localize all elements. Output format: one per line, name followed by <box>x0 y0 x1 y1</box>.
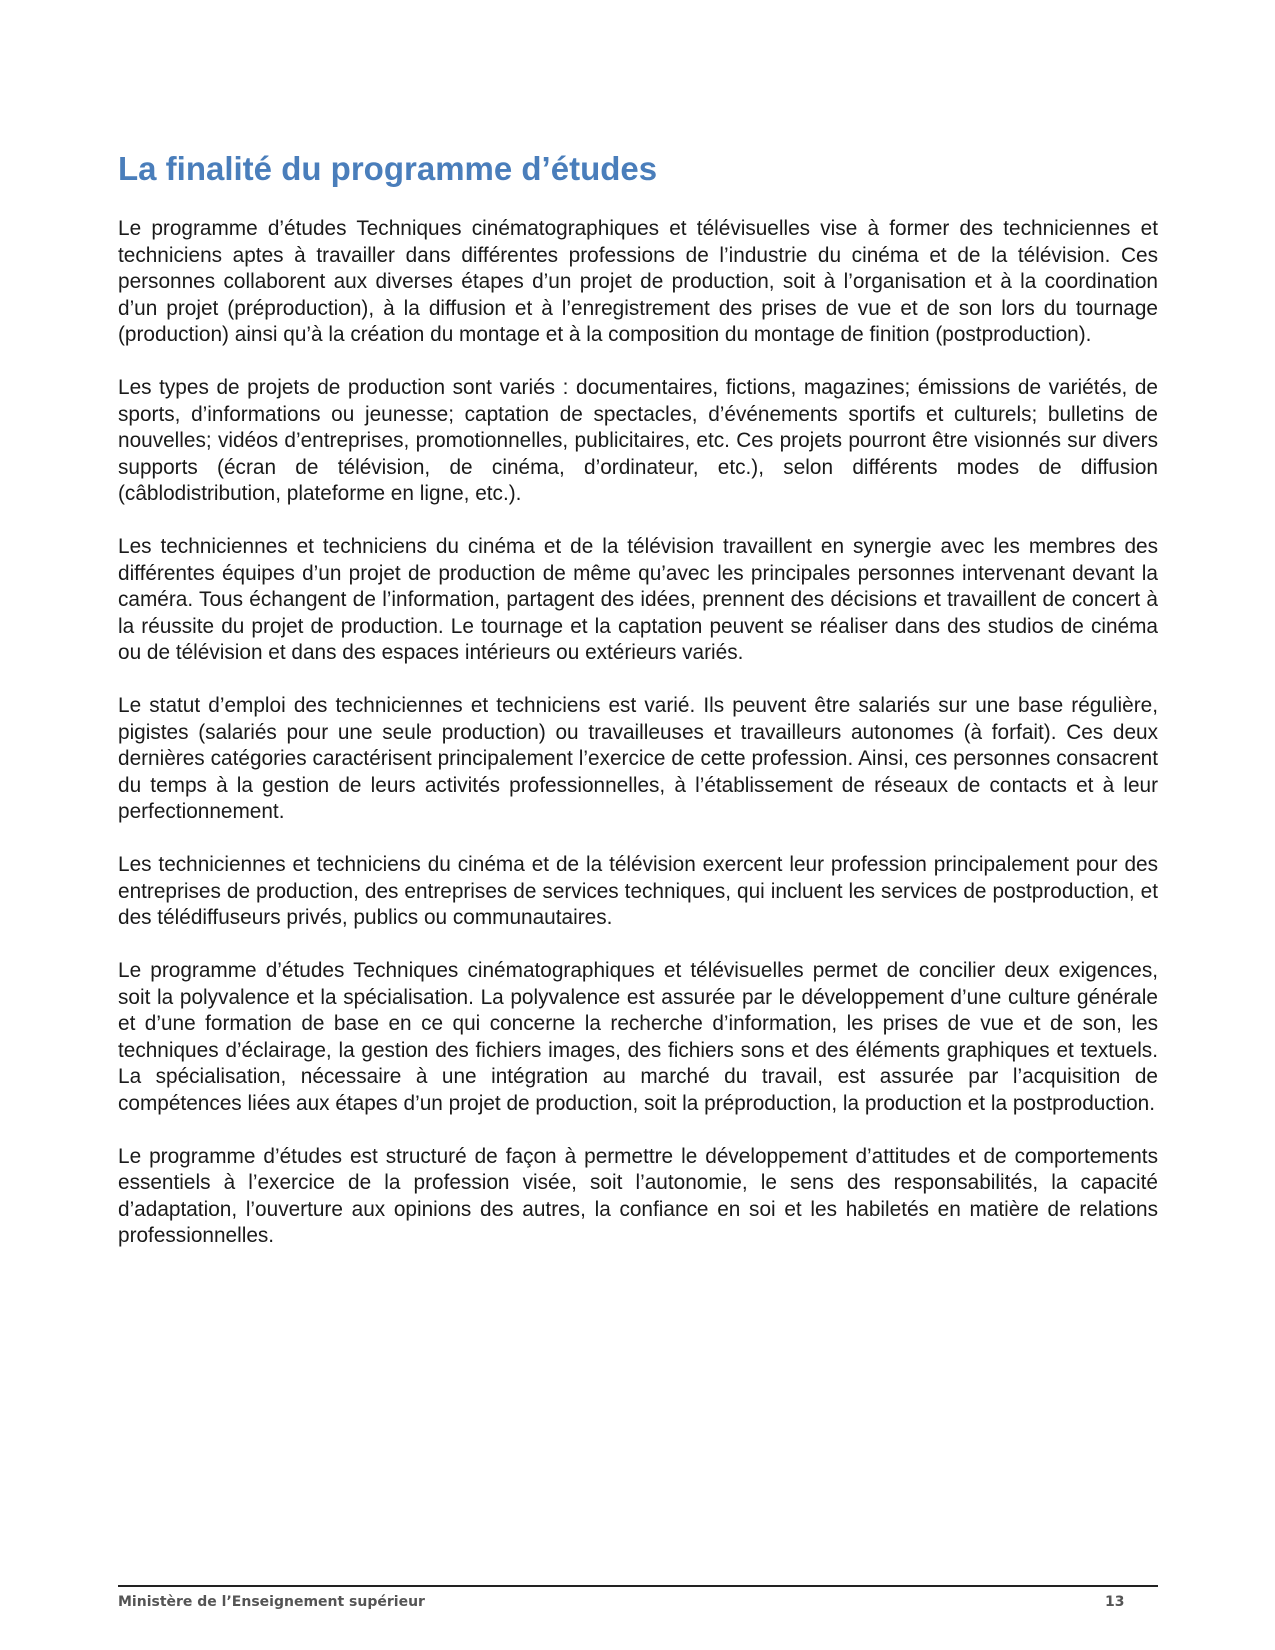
paragraph-5: Les techniciennes et techniciens du cinéma et de la télévision exercent leur profession principalement pour des entreprises de production, des entreprises de services techniques, qui incluent les services de postproduction, et des télédiffuseurs privés, publics ou communautaires. <box>118 853 1158 929</box>
paragraph-7: Le programme d’études est structuré de façon à permettre le développement d’attitudes et de comportements essentiels à l’exercice de la profession visée, soit l’autonomie, le sens des responsabilités, la capacité d’adaptation, l’ouverture aux opinions des autres, la confiance en soi et les habiletés en matière de relations professionnelles. <box>118 1144 1158 1247</box>
footer-divider <box>118 1585 1158 1587</box>
page-title: La finalité du programme d’études <box>118 150 658 187</box>
paragraph-2: Les types de projets de production sont variés : documentaires, fictions, magazines; émissions de variétés, de sports, d’informations ou jeunesse; captation de spectacles, d’événements sportifs et culturels; bulletins de nouvelles; vidéos d’entreprises, promotionnelles, publicitaires, etc. Ces projets pourront être visionnés sur divers supports (écran de télévision, de cinéma, d’ordinateur, etc.), selon différents modes de diffusion (câblodistribution, plateforme en ligne, etc.). <box>118 376 1158 505</box>
paragraph-4: Le statut d’emploi des techniciennes et techniciens est varié. Ils peuvent être salariés sur une base régulière, pigistes (salariés pour une seule production) ou travailleuses et travailleurs autonomes (à forfait). Ces deux dernières catégories caractérisent principalement l’exercice de cette profession. Ainsi, ces personnes consacrent du temps à la gestion de leurs activités professionnelles, à l’établissement de réseaux de contacts et à leur perfectionnement. <box>118 694 1158 823</box>
footer-organization: Ministère de l’Enseignement supérieur <box>118 1594 425 1610</box>
paragraph-1: Le programme d’études Techniques cinématographiques et télévisuelles vise à former des techniciennes et techniciens aptes à travailler dans différentes professions de l’industrie du cinéma et de la télévision. Ces personnes collaborent aux diverses étapes d’un projet de production, soit à l’organisation et à la coordination d’un projet (préproduction), à la diffusion et à l’enregistrement des prises de vue et de son lors du tournage (production) ainsi qu’à la création du montage et à la composition du montage de finition (postproduction). <box>118 217 1158 346</box>
paragraph-3: Les techniciennes et techniciens du cinéma et de la télévision travaillent en synergie avec les membres des différentes équipes d’un projet de production de même qu’avec les principales personnes intervenant devant la caméra. Tous échangent de l’information, partagent des idées, prennent des décisions et travaillent de concert à la réussite du projet de production. Le tournage et la captation peuvent se réaliser dans des studios de cinéma ou de télévision et dans des espaces intérieurs ou extérieurs variés. <box>118 535 1158 664</box>
paragraph-6: Le programme d’études Techniques cinématographiques et télévisuelles permet de concilier deux exigences, soit la polyvalence et la spécialisation. La polyvalence est assurée par le développement d’une culture générale et d’une formation de base en ce qui concerne la recherche d’information, les prises de vue et de son, les techniques d’éclairage, la gestion des fichiers images, des fichiers sons et des éléments graphiques et textuels. La spécialisation, nécessaire à une intégration au marché du travail, est assurée par l’acquisition de compétences liées aux étapes d’un projet de production, soit la préproduction, la production et la postproduction. <box>118 959 1158 1115</box>
body-text <box>118 216 1158 1276</box>
footer-page-number: 13 <box>1105 1594 1125 1610</box>
